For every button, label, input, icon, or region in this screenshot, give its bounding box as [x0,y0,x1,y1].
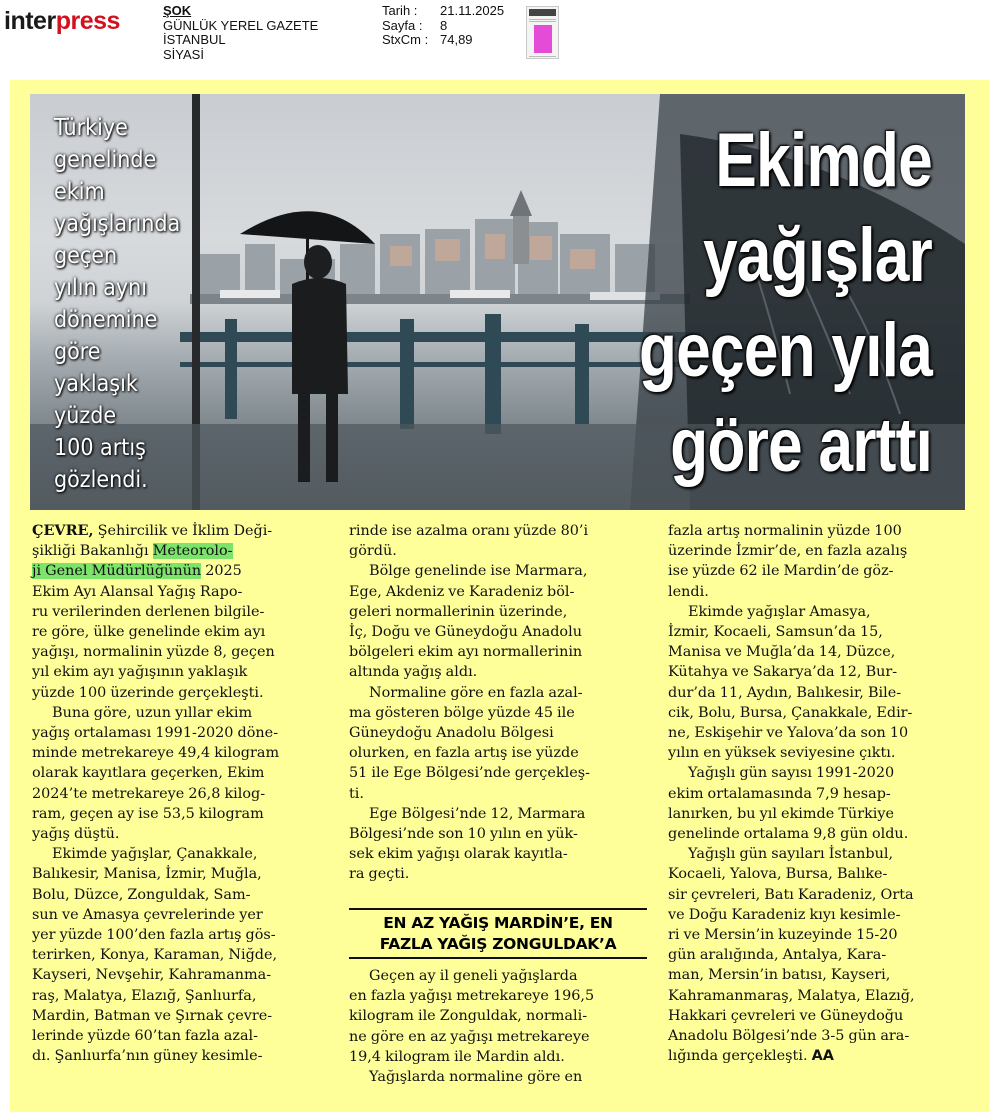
publication-info [163,4,318,62]
text-line: ri ve Mersin’in kuzeyinde 15-20 [668,927,898,944]
text-line: ne göre en az yağışı metrekareye [349,1028,590,1045]
lead-line: yaklaşık [54,371,138,397]
text-line: man, Mersin’in batısı, Kayseri, [668,967,891,984]
date-label: Tarih : [382,3,418,18]
text-line: Bolu, Düzce, Zonguldak, Sam- [32,886,251,903]
text-line: lerinde yüzde 60’tan fazla azal- [32,1028,258,1045]
text-line: bölgeleri ekim ayı normallerinin [349,644,583,661]
paragraph [668,844,966,1046]
text-line: gün aralığında, Antalya, Kara- [668,947,887,964]
text-line: terirken, Konya, Karaman, Niğde, [32,947,278,964]
text-line: yüzde 100 üzerinde gerçekleşti. [32,684,264,701]
headline-line: göre arttı [670,403,932,488]
lead-line: dönemine [54,307,158,333]
text-line: sek ekim yağışı olarak kayıtla- [349,846,568,863]
interpress-logo [4,4,120,38]
paragraph [349,966,647,1067]
paragraph [349,521,647,561]
page-row [382,19,504,34]
publication-city: İSTANBUL [163,32,226,47]
text-line: raş, Malatya, Elazığ, Şanlıurfa, [32,987,257,1004]
text-line: 2024’te metrekareye 26,8 kilog- [32,785,266,802]
headline-line: yağışlar [702,213,932,298]
text-line: lanırken, bu yıl ekimde Türkiye [668,805,895,822]
paragraph [32,703,332,844]
text-line: ne, Eskişehir ve Yalova’da son 10 [668,725,909,742]
text-line: ti. [349,785,364,802]
text-line: İzmir, Kocaeli, Samsun’da 15, [668,624,883,641]
text-line: Ege Bölgesi’nde 12, Marmara [369,805,586,822]
text-line: ma gösteren bölge yüzde 45 ile [349,704,575,721]
text-line: Normaline göre en fazla azal- [369,684,583,701]
lead-line: yağışlarında [54,211,181,237]
page-thumbnail[interactable] [526,6,559,59]
text-line: kilogram ile Zonguldak, normali- [349,1008,588,1025]
text-line: Ekimde yağışlar, Çanakkale, [52,846,258,863]
logo-text-inter: inter [4,7,56,35]
text-line: Ekimde yağışlar Amasya, [688,603,871,620]
text-line: Bölge genelinde ise Marmara, [369,563,588,580]
lead-line: yılın aynı [54,275,147,301]
text-line: cik, Bolu, Bursa, Çanakkale, Edir- [668,704,913,721]
text-line: fazla artış normalinin yüzde 100 [668,523,902,539]
text-line: Balıkesir, Manisa, İzmir, Muğla, [32,866,262,883]
text-line: ram, geçen ay ise 53,5 kilogram [32,805,264,822]
text-line: dur’da 11, Aydın, Balıkesir, Bile- [668,684,902,701]
text-span: 2025 [201,563,242,580]
subheading [349,908,647,959]
text-line: Buna göre, uzun yıllar ekim [52,704,253,721]
text-line: yer yüzde 100’den fazla artış gös- [32,927,276,944]
text-line: sir çevreleri, Batı Karadeniz, Orta [668,886,914,903]
page-label: Sayfa : [382,17,423,33]
paragraph [668,763,966,844]
text-line: yıl ekim ayı yağışının yaklaşık [32,664,248,681]
text-line: Yağışlı gün sayısı 1991-2020 [688,765,895,782]
lead-line: genelinde [54,147,157,173]
headline-line: Ekimde [715,118,932,203]
size-row [382,33,504,48]
headline [594,113,932,493]
text-line: Güneydoğu Anadolu Bölgesi [349,725,554,742]
lead-line: göre [54,339,101,365]
text-line: Kahramanmaraş, Malatya, Elazığ, [668,987,915,1004]
subheading-line: EN AZ YAĞIŞ MARDİN’E, EN [383,914,613,932]
publication-name: ŞOK [163,3,192,18]
text-line: İç, Doğu ve Güneydoğu Anadolu [349,624,582,641]
text-line: Bölgesi’nde son 10 yılın en yük- [349,826,578,843]
text-line: Kayseri, Nevşehir, Kahramanma- [32,967,272,984]
highlighted-keyword: ji Genel Müdürlüğünün [32,563,202,580]
text-line: yılın en yüksek seviyesine çıktı. [668,745,896,762]
text-line: altında yağış aldı. [349,664,478,681]
text-line: Ekim Ayı Alansal Yağış Rapo- [32,583,243,600]
article-column-2-lower [349,966,647,1087]
text-line [32,561,332,581]
paragraph [349,683,647,804]
date-row [382,4,504,19]
text-span: şikliği Bakanlığı [32,543,153,560]
text-line: en fazla yağışı metrekareye 196,5 [349,988,595,1005]
text-line: Kocaeli, Yalova, Bursa, Balıke- [668,866,888,883]
paragraph [32,582,332,703]
text-line: Kütahya ve Sakarya’da 12, Bur- [668,664,898,681]
text-line [32,521,332,541]
text-line: olurken, en fazla artış ise yüzde [349,745,579,762]
date-value: 21.11.2025 [440,3,505,18]
text-line: yağış ortalaması 1991-2020 döne- [32,725,279,742]
text-line: Ege, Akdeniz ve Karadeniz böl- [349,583,575,600]
highlighted-keyword: Meteorolo- [152,543,233,560]
text-line: Yağışlarda normaline göre en [369,1069,583,1086]
lead-text [54,112,209,496]
text-line: lendi. [668,583,709,600]
agency-signature: AA [811,1048,834,1065]
text-line: Manisa ve Muğla’da 14, Düzce, [668,644,896,661]
article-column-2 [349,521,647,885]
paragraph [349,561,647,682]
paragraph [349,1067,647,1087]
text-line: Mardin, Batman ve Şırnak çevre- [32,1007,273,1024]
lead-line: 100 artış [54,435,146,461]
text-line: genelinde ortalama 9,8 gün oldu. [668,826,909,843]
paragraph [668,521,966,602]
text-line: Yağışlı gün sayıları İstanbul, [688,846,894,863]
text-line: 19,4 kilogram ile Mardin aldı. [349,1048,565,1065]
size-label: StxCm : [382,32,429,47]
text-line: üzerinde İzmir’de, en fazla azalış [668,543,908,560]
text-line: minde metrekareye 49,4 kilogram [32,745,280,762]
section-label: ÇEVRE, [32,522,94,539]
text-line: Hakkari çevreleri ve Güneydoğu [668,1007,904,1024]
publication-type: GÜNLÜK YEREL GAZETE [163,17,319,33]
clipping-meta [382,4,504,48]
text-line: ekim ortalamasında 7,9 hesap- [668,785,891,802]
text-span: lığında gerçekleşti. [668,1048,808,1065]
text-line [668,1046,966,1066]
clipping-highlight-thumbnail [534,25,552,53]
lead-line: ekim [54,179,105,205]
text-line: geleri normallerinin üzerinde, [349,603,568,620]
text-line: re göre, ülke genelinde ekim ayı [32,624,266,641]
text-line: gördü. [349,543,397,560]
publication-section: SİYASİ [163,46,204,62]
text-line: yağışı, normalinin yüzde 8, geçen [32,644,275,661]
subheading-line: FAZLA YAĞIŞ ZONGULDAK’A [379,935,617,953]
headline-line: geçen yıla [638,308,932,393]
size-value: 74,89 [440,32,473,47]
text-line: 51 ile Ege Bölgesi’nde gerçekleş- [349,765,590,782]
page-value: 8 [440,17,448,33]
text-line: ru verilerinden derlenen bilgile- [32,603,265,620]
lead-line: gözlendi. [54,467,148,493]
lead-line: geçen [54,243,118,269]
lead-line: yüzde [54,403,117,429]
text-line: ve Doğu Karadeniz kıyı kesimle- [668,906,901,923]
paragraph [32,844,332,1066]
logo-text-press: press [55,7,120,35]
article-column-1 [32,521,332,1066]
paragraph [668,602,966,764]
text-line: sun ve Amasya çevrelerinde yer [32,906,263,923]
text-span: Şehircilik ve İklim Deği- [93,523,273,539]
article-column-3 [668,521,966,1066]
lead-line: Türkiye [54,115,128,141]
paragraph [349,804,647,885]
text-line [32,541,332,561]
text-line: Geçen ay il geneli yağışlarda [369,968,578,984]
text-line: Anadolu Bölgesi’nde 3-5 gün ara- [668,1028,910,1045]
text-line: yağış düştü. [32,826,120,843]
text-line: ise yüzde 62 ile Mardin’de göz- [668,563,894,580]
text-line: olarak kayıtlara geçerken, Ekim [32,765,265,782]
text-line: dı. Şanlıurfa’nın güney kesimle- [32,1048,263,1065]
text-line: rinde ise azalma oranı yüzde 80’i [349,523,589,539]
text-line: ra geçti. [349,866,410,883]
